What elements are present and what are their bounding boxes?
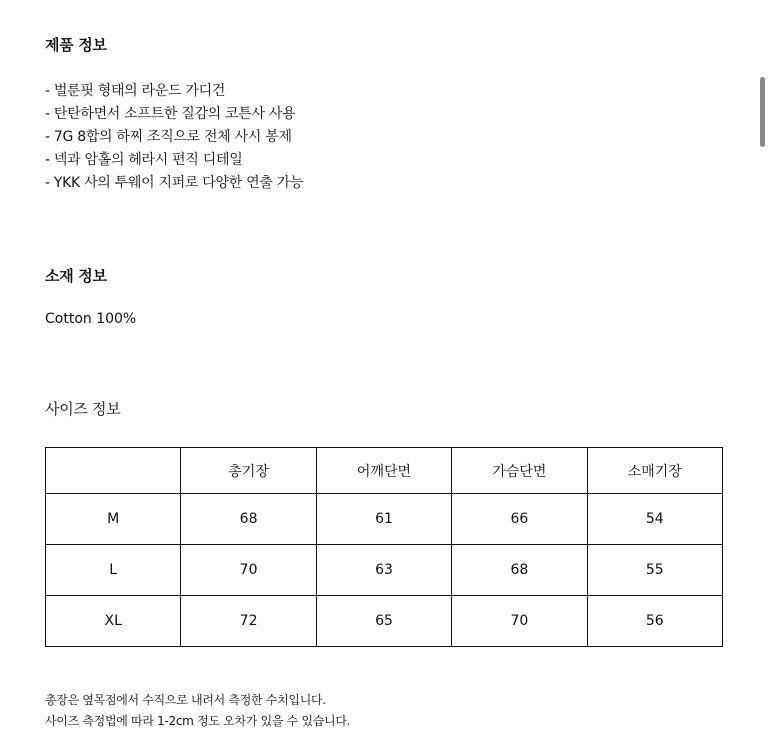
feature-item: - YKK 사의 투웨이 지퍼로 다양한 연출 가능: [45, 175, 304, 191]
feature-list: [45, 80, 303, 195]
tolerance-note: 사이즈 측정법에 따라 1-2cm 정도 오차가 있을 수 있습니다.: [45, 714, 351, 728]
size-table-header-row: [46, 448, 723, 494]
table-cell: 56: [587, 596, 722, 647]
size-label-cell: M: [46, 494, 181, 545]
material-text: Cotton 100%: [45, 311, 137, 327]
table-cell: 66: [452, 494, 587, 545]
table-cell: 63: [316, 545, 451, 596]
size-label-cell: XL: [46, 596, 181, 647]
header-cell-shoulder: 어깨단면: [316, 448, 451, 494]
table-cell: 68: [181, 494, 316, 545]
header-cell-total-length: 총기장: [181, 448, 316, 494]
table-cell: 65: [316, 596, 451, 647]
measurement-note: 총장은 옆목점에서 수직으로 내려서 측정한 수치입니다.: [45, 693, 326, 707]
table-row: [46, 545, 723, 596]
feature-item: - 7G 8합의 하찌 조직으로 전체 사시 봉제: [45, 129, 292, 145]
size-info-title: 사이즈 정보: [45, 400, 121, 418]
header-cell-chest: 가슴단면: [452, 448, 587, 494]
header-cell-sleeve: 소매기장: [587, 448, 722, 494]
product-info-title: 제품 정보: [45, 36, 107, 54]
scrollbar[interactable]: [760, 77, 765, 147]
size-table: [45, 447, 723, 647]
table-cell: 54: [587, 494, 722, 545]
table-row: [46, 596, 723, 647]
size-label-cell: L: [46, 545, 181, 596]
feature-item: - 벌룬핏 형태의 라운드 가디건: [45, 83, 226, 99]
table-cell: 55: [587, 545, 722, 596]
material-info-title: 소재 정보: [45, 267, 107, 285]
table-row: [46, 494, 723, 545]
table-cell: 72: [181, 596, 316, 647]
header-cell-empty: [46, 448, 181, 494]
table-cell: 68: [452, 545, 587, 596]
table-cell: 70: [181, 545, 316, 596]
table-cell: 70: [452, 596, 587, 647]
feature-item: - 넥과 암홀의 헤라시 편직 디테일: [45, 152, 243, 168]
table-cell: 61: [316, 494, 451, 545]
feature-item: - 탄탄하면서 소프트한 질감의 코튼사 사용: [45, 106, 296, 122]
